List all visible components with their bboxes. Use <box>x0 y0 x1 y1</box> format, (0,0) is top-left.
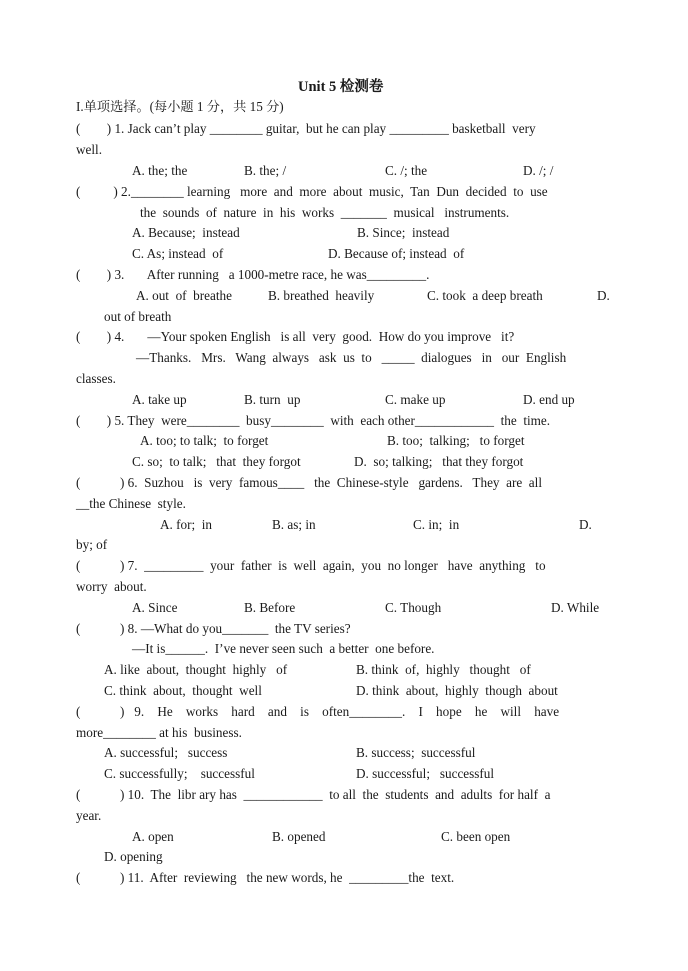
question-7-stem-line-2: worry about. <box>76 579 147 594</box>
question-8-stem-line-1: ( ) 8. —What do you_______ the TV series? <box>76 621 351 636</box>
question-3-stem-line-1: ( ) 3. After running a 1000-metre race, he was_________. <box>76 267 430 282</box>
question-6-option-a[interactable]: A. for; in <box>160 517 213 532</box>
question-6-stem-line-2: __the Chinese style. <box>76 496 186 511</box>
question-10-stem-line-1: ( ) 10. The libr ary has ____________ to all the students and adults for half a <box>76 787 551 802</box>
question-3-option-d-text: out of breath <box>104 309 172 324</box>
question-10-option-d[interactable]: D. opening <box>104 849 163 864</box>
question-4-stem-line-2: —Thanks. Mrs. Wang always ask us to _____ dialogues in our English <box>136 350 567 365</box>
question-6-option-d[interactable]: D. <box>579 517 592 532</box>
question-3-option-c[interactable]: C. took a deep breath <box>427 288 543 303</box>
question-9-option-a[interactable]: A. successful; success <box>104 745 228 760</box>
question-10-option-a[interactable]: A. open <box>132 829 174 844</box>
question-8-stem-line-2: —It is______. I’ve never seen such a better one before. <box>132 641 435 656</box>
question-4-option-c[interactable]: C. make up <box>385 392 446 407</box>
question-5-option-b[interactable]: B. too; talking; to forget <box>387 433 525 448</box>
question-3-option-b[interactable]: B. breathed heavily <box>268 288 375 303</box>
question-2-option-c[interactable]: C. As; instead of <box>132 246 224 261</box>
question-4-option-d[interactable]: D. end up <box>523 392 575 407</box>
question-7-option-b[interactable]: B. Before <box>244 600 296 615</box>
question-1-option-d[interactable]: D. /; / <box>523 163 554 178</box>
question-9-option-d[interactable]: D. successful; successful <box>356 766 495 781</box>
question-5-option-a[interactable]: A. too; to talk; to forget <box>140 433 269 448</box>
question-5-stem-line-1: ( ) 5. They were________ busy________ with each other____________ the time. <box>76 413 551 428</box>
question-2-option-d[interactable]: D. Because of; instead of <box>328 246 465 261</box>
question-1-stem-line-2: well. <box>76 142 103 157</box>
question-8-option-b[interactable]: B. think of, highly thought of <box>356 662 531 677</box>
question-8-option-a[interactable]: A. like about, thought highly of <box>104 662 288 677</box>
question-9-stem-line-2: more________ at his business. <box>76 725 242 740</box>
question-4-stem-line-1: ( ) 4. —Your spoken English is all very good. How do you improve it? <box>76 329 515 344</box>
question-7-option-c[interactable]: C. Though <box>385 600 442 615</box>
question-8-option-d[interactable]: D. think about, highly though about <box>356 683 558 698</box>
question-1-option-a[interactable]: A. the; the <box>132 163 188 178</box>
question-11-stem-line-1: ( ) 11. After reviewing the new words, he _________the text. <box>76 870 455 885</box>
question-5-option-c[interactable]: C. so; to talk; that they forgot <box>132 454 301 469</box>
question-2-option-a[interactable]: A. Because; instead <box>132 225 240 240</box>
question-9-option-c[interactable]: C. successfully; successful <box>104 766 255 781</box>
question-4-option-b[interactable]: B. turn up <box>244 392 301 407</box>
question-10-stem-line-2: year. <box>76 808 102 823</box>
question-2-stem-line-1: ( ) 2.________ learning more and more about music, Tan Dun decided to use <box>76 184 548 199</box>
question-7-option-d[interactable]: D. While <box>551 600 600 615</box>
question-7-stem-line-1: ( ) 7. _________ your father is well again, you no longer have anything to <box>76 558 546 573</box>
question-9-option-b[interactable]: B. success; successful <box>356 745 476 760</box>
question-10-option-b[interactable]: B. opened <box>272 829 326 844</box>
page-title: Unit 5 检测卷 <box>298 79 384 95</box>
question-1-stem-line-1: ( ) 1. Jack can’t play ________ guitar, but he can play _________ basketball very <box>76 121 536 136</box>
question-5-option-d[interactable]: D. so; talking; that they forgot <box>354 454 524 469</box>
question-6-option-b[interactable]: B. as; in <box>272 517 316 532</box>
question-8-option-c[interactable]: C. think about, thought well <box>104 683 262 698</box>
question-10-option-c[interactable]: C. been open <box>441 829 511 844</box>
question-4-option-a[interactable]: A. take up <box>132 392 187 407</box>
question-3-option-d[interactable]: D. <box>597 288 610 303</box>
question-2-option-b[interactable]: B. Since; instead <box>357 225 450 240</box>
question-1-option-c[interactable]: C. /; the <box>385 163 428 178</box>
question-4-stem-line-3: classes. <box>76 371 116 386</box>
question-9-stem-line-1: ( ) 9. He works hard and is often________. I hope he will have <box>76 704 560 719</box>
question-6-option-c[interactable]: C. in; in <box>413 517 460 532</box>
question-1-option-b[interactable]: B. the; / <box>244 163 287 178</box>
question-7-option-a[interactable]: A. Since <box>132 600 178 615</box>
question-2-stem-line-2: the sounds of nature in his works _______ musical instruments. <box>140 205 510 220</box>
question-3-option-a[interactable]: A. out of breathe <box>136 288 232 303</box>
question-6-stem-line-1: ( ) 6. Suzhou is very famous____ the Chinese-style gardens. They are all <box>76 475 542 490</box>
question-6-option-d-text: by; of <box>76 537 108 552</box>
section-heading: I.单项选择。(每小题 1 分，共 15 分) <box>76 99 284 114</box>
